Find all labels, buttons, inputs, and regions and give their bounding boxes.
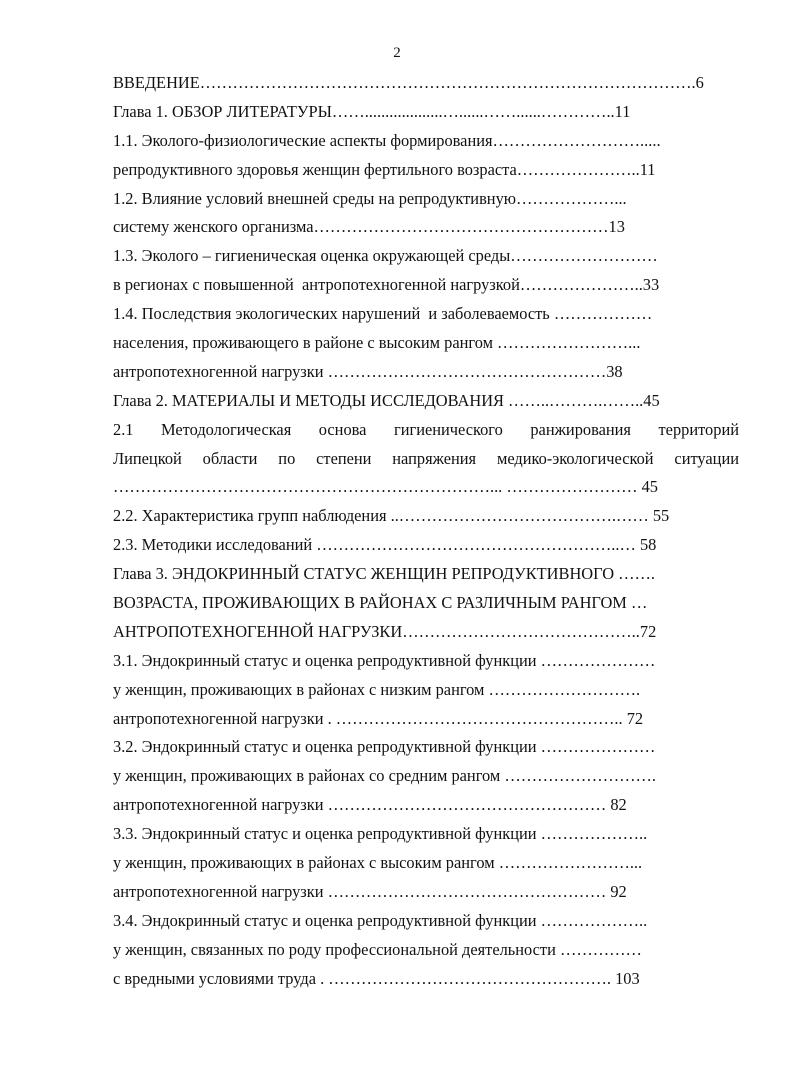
toc-entry-2-3: 2.3. Методики исследований ………………………………………………..… 58	[113, 535, 657, 555]
toc-entry-1-1: 1.1. Эколого-физиологические аспекты формирования……………………….....	[113, 130, 661, 150]
toc-entry-1-4-cont: населения, проживающего в районе с высоким рангом ……………………...	[113, 333, 641, 353]
toc-entry-1-4: 1.4. Последствия экологических нарушений и заболеваемость ………………	[113, 304, 653, 324]
page-number: 2	[393, 45, 401, 61]
toc-entry-chapter-2: Глава 2. МАТЕРИАЛЫ И МЕТОДЫ ИССЛЕДОВАНИЯ ……..……….……..45	[113, 390, 660, 410]
toc-entry-3-2: 3.2. Эндокринный статус и оценка репродуктивной функции …………………	[113, 737, 656, 757]
toc-entry-3-1: 3.1. Эндокринный статус и оценка репродуктивной функции …………………	[113, 650, 656, 670]
toc-entry-1-3: 1.3. Эколого – гигиеническая оценка окружающей среды………………………	[113, 246, 658, 266]
toc-entry-chapter-3: Глава 3. ЭНДОКРИННЫЙ СТАТУС ЖЕНЩИН РЕПРОДУКТИВНОГО …….	[113, 564, 656, 584]
toc-entry-3-2-cont: у женщин, проживающих в районах со средним рангом ……………………….	[113, 766, 656, 786]
toc-entry-3-3-cont: антропотехногенной нагрузки …………………………………………… 92	[113, 881, 627, 901]
toc-entry-3-4-cont: у женщин, связанных по роду профессиональной деятельности ……………	[113, 939, 642, 959]
toc-entry-2-1-cont: Липецкой области по степени напряжения медико-экологической ситуации	[113, 448, 739, 468]
toc-entry-1-3-cont: в регионах с повышенной антропотехногенной нагрузкой…………………..33	[113, 275, 660, 295]
table-of-contents	[113, 72, 739, 997]
toc-entry-2-2: 2.2. Характеристика групп наблюдения ..………………………………….…… 55	[113, 506, 670, 526]
toc-entry-chapter-1: Глава 1. ОБЗОР ЛИТЕРАТУРЫ……...................…......……......…………..11	[113, 101, 631, 121]
toc-entry-chapter-3-cont: ВОЗРАСТА, ПРОЖИВАЮЩИХ В РАЙОНАХ С РАЗЛИЧНЫМ РАНГОМ …	[113, 593, 648, 613]
toc-entry-3-2-cont: антропотехногенной нагрузки …………………………………………… 82	[113, 795, 627, 815]
toc-entry-chapter-3-cont: АНТРОПОТЕХНОГЕННОЙ НАГРУЗКИ……………………………………..72	[113, 621, 657, 641]
toc-entry-3-1-cont: антропотехногенной нагрузки . …………………………………………….. 72	[113, 708, 644, 728]
toc-entry-2-1: 2.1 Методологическая основа гигиенического ранжирования территорий	[113, 419, 739, 439]
toc-entry-1-1-cont: репродуктивного здоровья женщин фертильного возраста…………………..11	[113, 159, 656, 179]
toc-entry-3-1-cont: у женщин, проживающих в районах с низким рангом ……………………….	[113, 679, 641, 699]
toc-entry-1-2: 1.2. Влияние условий внешней среды на репродуктивную………………...	[113, 188, 627, 208]
toc-entry-3-3-cont: у женщин, проживающих в районах с высоким рангом ……………………...	[113, 853, 643, 873]
toc-entry-1-2-cont: систему женского организма………………………………………………13	[113, 217, 625, 237]
toc-entry-introduction: ВВЕДЕНИЕ……………………………………………………………………………….6	[113, 73, 704, 92]
toc-entry-3-3: 3.3. Эндокринный статус и оценка репродуктивной функции ………………..	[113, 824, 648, 844]
toc-entry-3-4-cont: с вредными условиями труда . ……………………………………………. 103	[113, 968, 640, 988]
toc-entry-1-4-cont: антропотехногенной нагрузки ……………………………………………38	[113, 361, 623, 381]
toc-entry-2-1-cont: ……………………………………………………………... …………………… 45	[113, 477, 658, 497]
toc-entry-3-4: 3.4. Эндокринный статус и оценка репродуктивной функции ………………..	[113, 910, 648, 930]
